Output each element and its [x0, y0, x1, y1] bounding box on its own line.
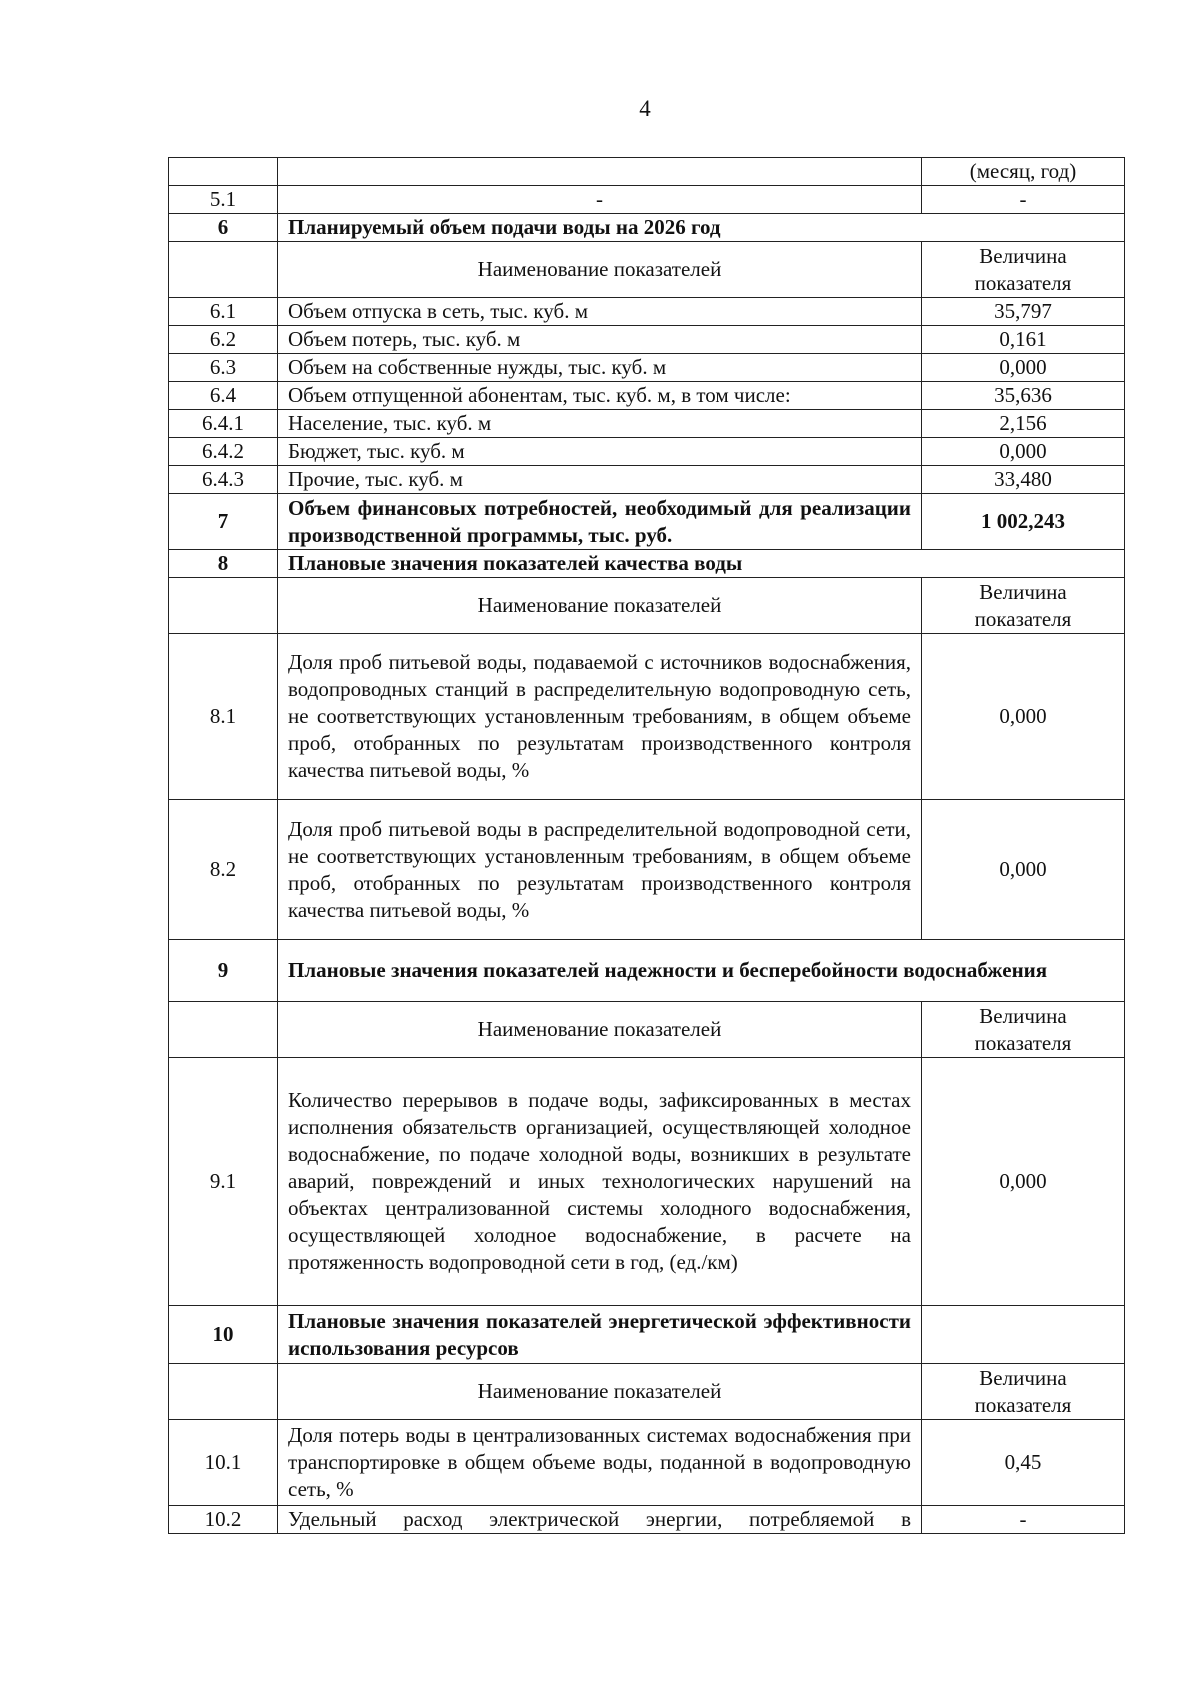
section-title: Планируемый объем подачи воды на 2026 год: [278, 214, 1125, 242]
row-number: 6.3: [169, 354, 278, 382]
section-title: Плановые значения показателей качества воды: [278, 550, 1125, 578]
row-number: 6.4: [169, 382, 278, 410]
table-row: [169, 438, 1125, 466]
section-heading-row: [169, 494, 1125, 550]
row-name: Объем отпущенной абонентам, тыс. куб. м, в том числе:: [278, 382, 922, 410]
section-heading-row: [169, 214, 1125, 242]
unit-label: (месяц, год): [922, 158, 1125, 186]
row-value: 0,000: [922, 634, 1125, 800]
row-name: Объем отпуска в сеть, тыс. куб. м: [278, 298, 922, 326]
row-number: 8.1: [169, 634, 278, 800]
row-value: 0,000: [922, 354, 1125, 382]
table-cell: [169, 158, 278, 186]
section-title: Объем финансовых потребностей, необходимый для реализации производственной программы, тыс. руб.: [278, 494, 922, 550]
table-row: [169, 326, 1125, 354]
row-value: 0,45: [922, 1420, 1125, 1506]
table-row: [169, 186, 1125, 214]
column-header-name: Наименование показателей: [278, 1364, 922, 1420]
row-name: Доля проб питьевой воды в распределительной водопроводной сети, не соответствующих установленным требованиям, в общем объеме проб, отобранных по результатам производственного контроля качества питьевой воды, %: [278, 800, 922, 940]
row-name: Удельный расход электрической энергии, потребляемой в: [278, 1506, 922, 1534]
row-number: 6.4.2: [169, 438, 278, 466]
row-name: Прочие, тыс. куб. м: [278, 466, 922, 494]
column-header-value: Величина показателя: [922, 242, 1125, 298]
row-number: 6.2: [169, 326, 278, 354]
row-value: -: [922, 1506, 1125, 1534]
row-name: Количество перерывов в подаче воды, зафиксированных в местах исполнения обязательств организацией, осуществляющей холодное водоснабжение, по подаче холодной воды, возникших в результате аварий, повреждений и иных технологических нарушений на объектах централизованной системы холодного водоснабжения, осуществляющей холодное водоснабжение, в расчете на протяженность водопроводной сети в год, (ед./км): [278, 1058, 922, 1306]
row-value: 33,480: [922, 466, 1125, 494]
table-cell: [922, 1306, 1125, 1364]
section-heading-row: [169, 1306, 1125, 1364]
section-number: 9: [169, 940, 278, 1002]
table-row: [169, 800, 1125, 940]
table-row: [169, 1420, 1125, 1506]
row-name: Бюджет, тыс. куб. м: [278, 438, 922, 466]
row-number: 9.1: [169, 1058, 278, 1306]
row-value: 0,000: [922, 800, 1125, 940]
row-number: 8.2: [169, 800, 278, 940]
section-number: 8: [169, 550, 278, 578]
table-row: [169, 298, 1125, 326]
row-value: 0,161: [922, 326, 1125, 354]
row-value: 2,156: [922, 410, 1125, 438]
section-number: 10: [169, 1306, 278, 1364]
column-header-row: [169, 1364, 1125, 1420]
section-number: 6: [169, 214, 278, 242]
table-cell: [278, 158, 922, 186]
column-header-value: Величина показателя: [922, 1002, 1125, 1058]
table-cell: [169, 1002, 278, 1058]
table-cell: [169, 242, 278, 298]
table-row: [169, 1506, 1125, 1534]
table-row: [169, 466, 1125, 494]
row-name: Население, тыс. куб. м: [278, 410, 922, 438]
column-header-name: Наименование показателей: [278, 578, 922, 634]
section-heading-row: [169, 550, 1125, 578]
table-row: [169, 158, 1125, 186]
column-header-name: Наименование показателей: [278, 1002, 922, 1058]
row-number: 6.1: [169, 298, 278, 326]
row-name: Доля проб питьевой воды, подаваемой с источников водоснабжения, водопроводных станций в распределительную водопроводную сеть, не соответствующих установленным требованиям, в общем объеме проб, отобранных по результатам производственного контроля качества питьевой воды, %: [278, 634, 922, 800]
table-cell: [169, 578, 278, 634]
row-name: Объем потерь, тыс. куб. м: [278, 326, 922, 354]
row-name: -: [278, 186, 922, 214]
column-header-value: Величина показателя: [922, 578, 1125, 634]
table-row: [169, 1058, 1125, 1306]
column-header-row: [169, 242, 1125, 298]
row-value: 0,000: [922, 1058, 1125, 1306]
section-title: Плановые значения показателей энергетической эффективности использования ресурсов: [278, 1306, 922, 1364]
column-header-row: [169, 578, 1125, 634]
row-value: -: [922, 186, 1125, 214]
column-header-value: Величина показателя: [922, 1364, 1125, 1420]
row-number: 5.1: [169, 186, 278, 214]
section-heading-row: [169, 940, 1125, 1002]
row-value: 35,797: [922, 298, 1125, 326]
indicators-table: [168, 157, 1125, 1534]
section-value: 1 002,243: [922, 494, 1125, 550]
row-name: Доля потерь воды в централизованных системах водоснабжения при транспортировке в общем объеме воды, поданной в водопроводную сеть, %: [278, 1420, 922, 1506]
column-header-name: Наименование показателей: [278, 242, 922, 298]
table-row: [169, 382, 1125, 410]
row-value: 35,636: [922, 382, 1125, 410]
row-number: 10.1: [169, 1420, 278, 1506]
page-number: 4: [639, 96, 651, 121]
table-row: [169, 410, 1125, 438]
row-name: Объем на собственные нужды, тыс. куб. м: [278, 354, 922, 382]
row-number: 6.4.1: [169, 410, 278, 438]
table-row: [169, 354, 1125, 382]
section-number: 7: [169, 494, 278, 550]
table-row: [169, 634, 1125, 800]
column-header-row: [169, 1002, 1125, 1058]
row-number: 10.2: [169, 1506, 278, 1534]
row-value: 0,000: [922, 438, 1125, 466]
table-cell: [169, 1364, 278, 1420]
section-title: Плановые значения показателей надежности и бесперебойности водоснабжения: [278, 940, 1125, 1002]
row-number: 6.4.3: [169, 466, 278, 494]
